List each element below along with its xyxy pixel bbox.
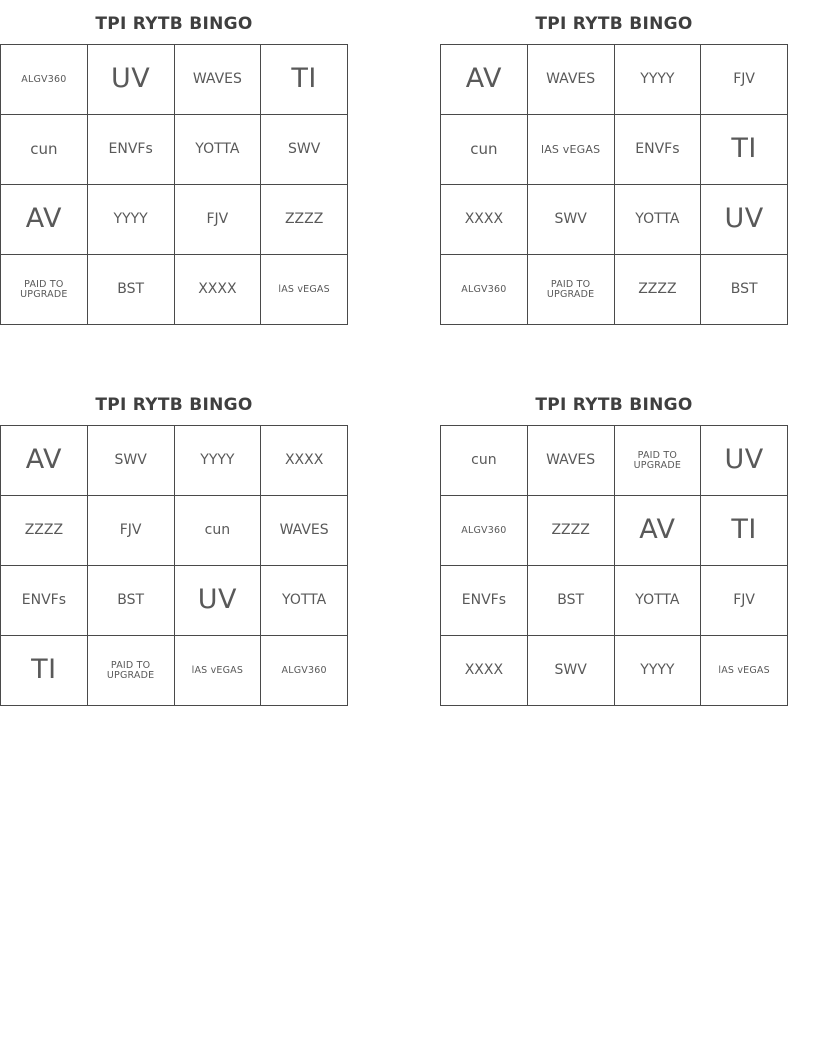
bingo-cell[interactable] (175, 255, 262, 325)
bingo-cell[interactable] (615, 496, 702, 566)
bingo-cell[interactable] (615, 255, 702, 325)
card-title: TPI RYTB BINGO (95, 14, 253, 34)
bingo-cell-label: AV (465, 63, 502, 95)
bingo-cell[interactable] (175, 566, 262, 636)
bingo-cell[interactable] (1, 185, 88, 255)
bingo-cell-label: WAVES (546, 452, 596, 469)
bingo-card (440, 14, 788, 325)
bingo-cell-label: WAVES (546, 71, 596, 88)
bingo-cell[interactable] (615, 636, 702, 706)
bingo-cell[interactable] (701, 255, 788, 325)
bingo-cell[interactable] (701, 566, 788, 636)
bingo-cell-label: YOTTA (282, 592, 327, 609)
bingo-cell[interactable] (175, 185, 262, 255)
bingo-cell[interactable] (615, 426, 702, 496)
bingo-cell-label: BST (117, 592, 145, 609)
bingo-cell-label: BST (557, 592, 585, 609)
bingo-cell-label: YYYY (200, 452, 235, 469)
bingo-cell-label: WAVES (279, 522, 329, 539)
bingo-cell[interactable] (441, 185, 528, 255)
bingo-cell[interactable] (261, 185, 348, 255)
bingo-cell[interactable] (261, 45, 348, 115)
bingo-cell[interactable] (441, 636, 528, 706)
bingo-cell-label: PAID TO UPGRADE (546, 278, 595, 300)
bingo-cell[interactable] (528, 566, 615, 636)
bingo-grid (0, 425, 348, 706)
bingo-cell-label: ZZZZ (551, 522, 590, 539)
bingo-cell-label: AV (25, 444, 62, 476)
bingo-cell-label: BST (730, 281, 758, 298)
bingo-cell[interactable] (528, 496, 615, 566)
bingo-cell-label: ENVFs (635, 141, 680, 158)
card-title: TPI RYTB BINGO (535, 395, 693, 415)
bingo-cell-label: cun (470, 139, 498, 158)
bingo-cell[interactable] (528, 115, 615, 185)
bingo-cell[interactable] (261, 496, 348, 566)
bingo-cell[interactable] (261, 636, 348, 706)
bingo-cell[interactable] (615, 45, 702, 115)
bingo-cell[interactable] (1, 636, 88, 706)
bingo-cell[interactable] (528, 185, 615, 255)
bingo-cell[interactable] (88, 636, 175, 706)
bingo-cell-label: SWV (114, 452, 147, 469)
bingo-cell-label: BST (117, 281, 145, 298)
bingo-cell[interactable] (88, 185, 175, 255)
bingo-cell[interactable] (175, 45, 262, 115)
bingo-cell[interactable] (528, 426, 615, 496)
bingo-cell[interactable] (1, 115, 88, 185)
bingo-cell-label: FJV (206, 211, 229, 228)
bingo-cell-label: XXXX (198, 281, 237, 298)
bingo-cell[interactable] (528, 45, 615, 115)
bingo-cell[interactable] (615, 115, 702, 185)
bingo-cell[interactable] (175, 636, 262, 706)
bingo-cell-label: lAS vEGAS (191, 664, 244, 676)
bingo-cell-label: ALGV360 (461, 524, 507, 536)
bingo-cell[interactable] (88, 255, 175, 325)
bingo-cell[interactable] (441, 45, 528, 115)
bingo-card (0, 395, 348, 706)
bingo-cell-label: AV (639, 514, 676, 546)
bingo-grid (440, 425, 788, 706)
bingo-cell[interactable] (701, 115, 788, 185)
bingo-cell-label: ENVFs (108, 141, 153, 158)
bingo-cell[interactable] (615, 566, 702, 636)
bingo-cell[interactable] (528, 255, 615, 325)
bingo-cell[interactable] (701, 426, 788, 496)
bingo-cell-label: TI (731, 133, 757, 165)
bingo-cell[interactable] (528, 636, 615, 706)
bingo-cell-label: UV (724, 444, 764, 476)
bingo-cell-label: ALGV360 (281, 664, 327, 676)
bingo-cell[interactable] (615, 185, 702, 255)
bingo-cell-label: lAS vEGAS (540, 142, 601, 156)
bingo-cell-label: TI (31, 654, 57, 686)
bingo-cell[interactable] (1, 566, 88, 636)
bingo-cell-label: YYYY (640, 71, 675, 88)
bingo-cell-label: UV (724, 203, 764, 235)
bingo-cell-label: ENVFs (21, 592, 66, 609)
bingo-cell-label: ENVFs (461, 592, 506, 609)
bingo-cell-label: cun (30, 139, 58, 158)
bingo-cell[interactable] (261, 115, 348, 185)
bingo-grid (0, 44, 348, 325)
bingo-cell[interactable] (441, 566, 528, 636)
bingo-cell-label: ZZZZ (24, 522, 64, 539)
card-title: TPI RYTB BINGO (95, 395, 253, 415)
bingo-cell-label: UV (197, 584, 237, 616)
bingo-cell[interactable] (1, 496, 88, 566)
bingo-cell[interactable] (701, 636, 788, 706)
bingo-cell[interactable] (261, 426, 348, 496)
bingo-cell-label: SWV (554, 211, 587, 228)
bingo-cell-label: TI (291, 63, 317, 95)
bingo-cell-label: FJV (733, 592, 755, 609)
bingo-cell[interactable] (441, 255, 528, 325)
bingo-cell-label: cun (471, 452, 497, 469)
bingo-cell[interactable] (175, 426, 262, 496)
bingo-cell-label: SWV (287, 141, 321, 158)
bingo-cell-label: SWV (554, 662, 587, 679)
bingo-cell[interactable] (261, 255, 348, 325)
bingo-cell-label: UV (111, 63, 151, 95)
bingo-cell-label: ZZZZ (284, 211, 324, 228)
bingo-cell[interactable] (175, 115, 262, 185)
bingo-cell[interactable] (1, 255, 88, 325)
bingo-cell-label: TI (731, 514, 757, 546)
bingo-cell-label: XXXX (464, 662, 504, 679)
bingo-cell-label: YOTTA (195, 141, 240, 158)
bingo-cell-label: lAS vEGAS (278, 283, 330, 295)
bingo-cell[interactable] (441, 426, 528, 496)
bingo-cell-label: ZZZZ (638, 281, 677, 298)
bingo-cell[interactable] (88, 566, 175, 636)
bingo-cell[interactable] (701, 185, 788, 255)
bingo-cell-label: PAID TO UPGRADE (106, 659, 155, 681)
bingo-cell-label: XXXX (464, 211, 504, 228)
bingo-cell-label: ALGV360 (461, 283, 507, 295)
card-title: TPI RYTB BINGO (535, 14, 693, 34)
bingo-cell-label: PAID TO UPGRADE (633, 449, 682, 471)
bingo-cell-label: YOTTA (635, 211, 680, 228)
bingo-cell-label: YYYY (640, 662, 675, 679)
bingo-cell-label: FJV (119, 522, 142, 539)
bingo-cell-label: YYYY (113, 211, 148, 228)
bingo-cell[interactable] (88, 496, 175, 566)
bingo-cell[interactable] (175, 496, 262, 566)
bingo-cell[interactable] (701, 45, 788, 115)
bingo-cell-label: XXXX (284, 452, 324, 469)
bingo-cell-label: ALGV360 (21, 73, 67, 85)
bingo-cell[interactable] (88, 45, 175, 115)
bingo-cell[interactable] (441, 496, 528, 566)
bingo-cell-label: YOTTA (635, 592, 680, 609)
bingo-cell-label: cun (204, 522, 231, 539)
bingo-cell[interactable] (701, 496, 788, 566)
bingo-grid (440, 44, 788, 325)
bingo-cell[interactable] (1, 426, 88, 496)
bingo-card (440, 395, 788, 706)
bingo-cell-label: lAS vEGAS (718, 664, 770, 676)
bingo-cell-label: PAID TO UPGRADE (20, 278, 68, 300)
bingo-cell-label: FJV (733, 71, 755, 88)
bingo-cell[interactable] (1, 45, 88, 115)
bingo-cell[interactable] (261, 566, 348, 636)
bingo-cell-label: AV (25, 203, 62, 235)
bingo-cell[interactable] (88, 426, 175, 496)
bingo-cell[interactable] (88, 115, 175, 185)
bingo-cell[interactable] (441, 115, 528, 185)
bingo-card (0, 14, 348, 325)
bingo-cell-label: WAVES (192, 71, 242, 88)
